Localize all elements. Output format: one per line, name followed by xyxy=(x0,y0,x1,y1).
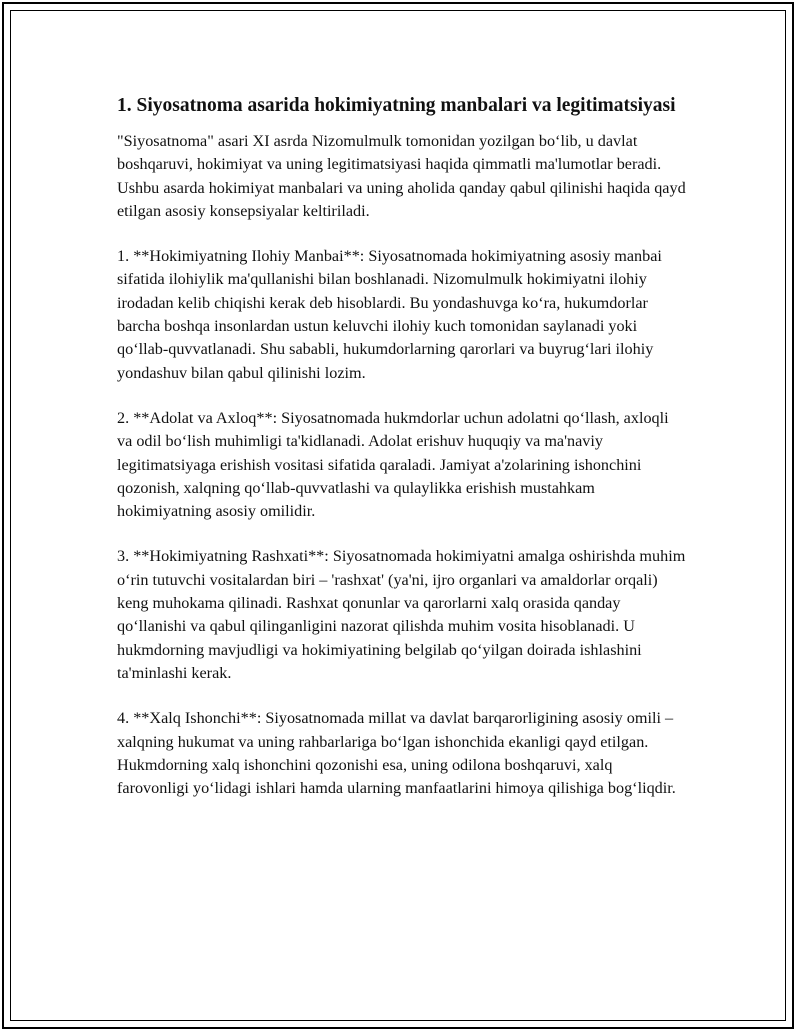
intro-paragraph: "Siyosatnoma" asari XI asrda Nizomulmulk tomonidan yozilgan bo‘lib, u davlat boshqaruvi, hokimiyat va uning legitimatsiyasi haqida qimmatli ma'lumotlar beradi. Ushbu asarda hokimiyat manbalari va uning aholida qanday qabul qilinishi haqida qayd etilgan asosiy konsepsiyalar keltiriladi. xyxy=(117,132,686,220)
point-justice-morality: 2. **Adolat va Axloq**: Siyosatnomada hukmdorlar uchun adolatni qo‘llash, axloqli va odil bo‘lish muhimligi ta'kidlanadi. Adolat erishuv huquqiy va ma'naviy legitimatsiyaga erishish vositasi sifatida qaraladi. Jamiyat a'zolarining ishonchini qozonish, xalqning qo‘llab-quvvatlashi va qulaylikka erishish mustahkam hokimiyatning asosiy omilidir. xyxy=(117,408,669,521)
document-body xyxy=(117,92,687,822)
point-public-trust: 4. **Xalq Ishonchi**: Siyosatnomada millat va davlat barqarorligining asosiy omili – xalqning hukumat va uning rahbarlariga bo‘lgan ishonchida ekanligi qayd etilgan. Hukmdorning xalq ishonchini qozonishi esa, uning odilona boshqaruvi, xalq farovonligi yo‘lidagi ishlari hamda ularning manfaatlarini himoya qilishiga bog‘liqdir. xyxy=(117,709,676,798)
point-divine-source: 1. **Hokimiyatning Ilohiy Manbai**: Siyosatnomada hokimiyatning asosiy manbai sifatida ilohiylik ma'qullanishi bilan boshlanadi. Nizomulmulk hokimiyatni ilohiy irodadan kelib chiqishi kerak deb hisoblardi. Bu yondashuvga ko‘ra, hukumdorlar barcha boshqa insonlardan ustun keluvchi ilohiy kuch tomonidan saylanadi yoki qo‘llab-quvvatlanadi. Shu sababli, hukumdorlarning qarorlari va buyrug‘lari ilohiy yondashuv bilan qabul qilinishi lozim. xyxy=(117,247,662,382)
section-heading: 1. Siyosatnoma asarida hokimiyatning manbalari va legitimatsiyasi xyxy=(117,95,676,116)
point-rashxat: 3. **Hokimiyatning Rashxati**: Siyosatnomada hokimiyatni amalga oshirishda muhim o‘rin tutuvchi vositalardan biri – 'rashxat' (ya'ni, ijro organlari va amaldorlar orqali) keng muhokama qilinadi. Rashxat qonunlar va qarorlarni xalq orasida qanday qo‘llanishi va qabul qilinganligini nazorat qilishda muhim vosita hisoblanadi. U hukmdorning mavjudligi va hokimiyatining belgilab qo‘yilgan doirada ishlashini ta'minlashi kerak. xyxy=(117,547,686,682)
